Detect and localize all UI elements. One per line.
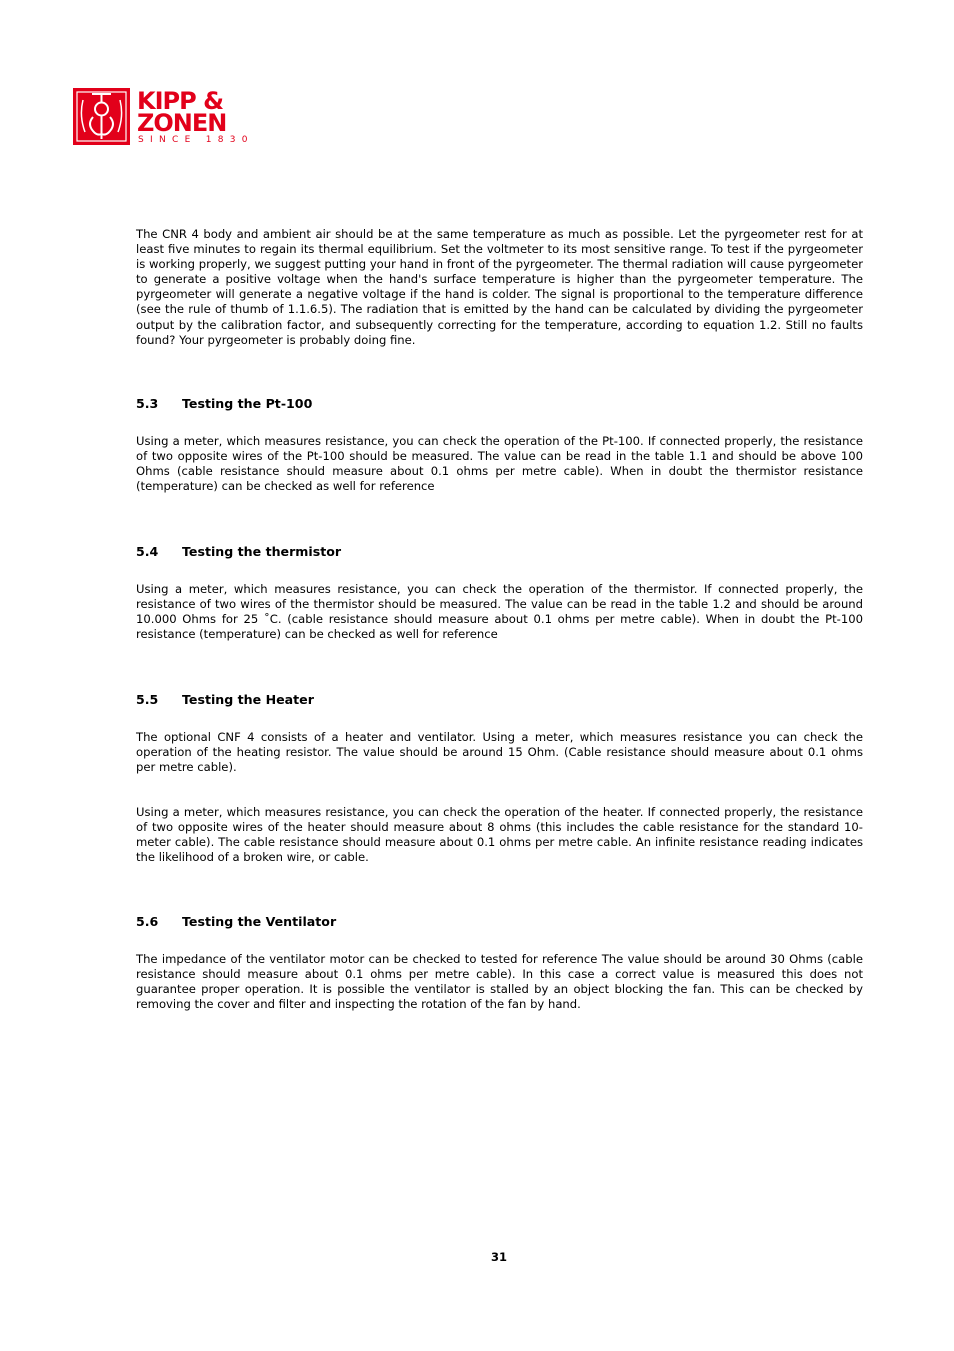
section-title: Testing the thermistor [182, 544, 342, 560]
intro-paragraph: The CNR 4 body and ambient air should be at the same temperature as much as possible. Let the pyrgeometer rest for at least five minutes to regain its thermal equilibrium. Set the voltmeter to its most sensitive range. To test if the pyrgeometer is working properly, we suggest putting your hand in front of the pyrgeometer. The thermal radiation will cause pyrgeometer to generate a positive voltage when the hand's surface temperature is higher than the pyrgeometer temperature. The pyrgeometer will generate a negative voltage if the hand is colder. The signal is proportional to the temperature difference (see the rule of thumb of 1.1.6.5). The radiation that is emitted by the hand can be calculated by dividing the pyrgeometer output by the calibration factor, and subsequently correcting for the temperature, according to equation 1.2. Still no faults found? Your pyrgeometer is probably doing fine. [136, 227, 863, 347]
section-number: 5.5 [136, 691, 159, 707]
section-heading-5-4 [136, 544, 863, 560]
section-title: Testing the Heater [182, 691, 314, 707]
section-5-4-paragraph: Using a meter, which measures resistance, you can check the operation of the thermistor. If connected properly, the resistance of two wires of the thermistor should be measured. The value can be read in the table 1.2 and should be around 10.000 Ohms for 25 ˚C. (cable resistance should measure about 0.1 ohms per metre cable). When in doubt the Pt-100 resistance (temperature) can be checked as well for reference [136, 582, 863, 642]
section-number: 5.6 [136, 914, 159, 930]
section-5-5-paragraph-2: Using a meter, which measures resistance, you can check the operation of the heater. If connected properly, the resistance of two opposite wires of the heater should measure about 8 ohms (this includes the cable resistance for the standard 10-meter cable). The cable resistance should measure about 0.1 ohms per metre cable. An infinite resistance reading indicates the likelihood of a broken wire, or cable. [136, 804, 863, 865]
section-5-5-paragraph-1: The optional CNF 4 consists of a heater and ventilator. Using a meter, which measures resistance you can check the operation of the heating resistor. The value should be around 15 Ohm. (Cable resistance should measure about 0.1 ohms per metre cable). [136, 729, 863, 774]
section-title: Testing the Ventilator [182, 914, 337, 930]
section-number: 5.3 [136, 395, 159, 411]
logo-since-text: SINCE 1830 [138, 135, 254, 145]
logo-text-line2: ZONEN [137, 109, 227, 137]
section-5-3-paragraph: Using a meter, which measures resistance, you can check the operation of the Pt-100. If connected properly, the resistance of two opposite wires of the Pt-100 should be measured. The value can be read in the table 1.1 and should be above 100 Ohms (cable resistance should measure about 0.1 ohms per metre cable). When in doubt the thermistor resistance (temperature) can be checked as well for reference [136, 433, 863, 494]
section-title: Testing the Pt-100 [182, 395, 313, 411]
page-number: 31 [490, 1250, 507, 1264]
section-heading-5-3 [136, 396, 863, 412]
document-body [136, 227, 863, 1013]
section-number: 5.4 [136, 544, 159, 560]
section-heading-5-5 [136, 692, 863, 708]
kipp-zonen-logo [73, 88, 263, 148]
section-heading-5-6 [136, 914, 863, 930]
kipp-zonen-emblem-icon [73, 88, 130, 145]
logo-text-line1: KIPP & [137, 87, 223, 115]
section-5-6-paragraph: The impedance of the ventilator motor can be checked to tested for reference The value should be around 30 Ohms (cable resistance should measure about 0.1 ohms per metre cable). In this case a correct value is measured this does not guarantee proper operation. It is possible the ventilator is stalled by an object blocking the fan. This can be checked by removing the cover and filter and inspecting the rotation of the fan by hand. [136, 952, 863, 1012]
